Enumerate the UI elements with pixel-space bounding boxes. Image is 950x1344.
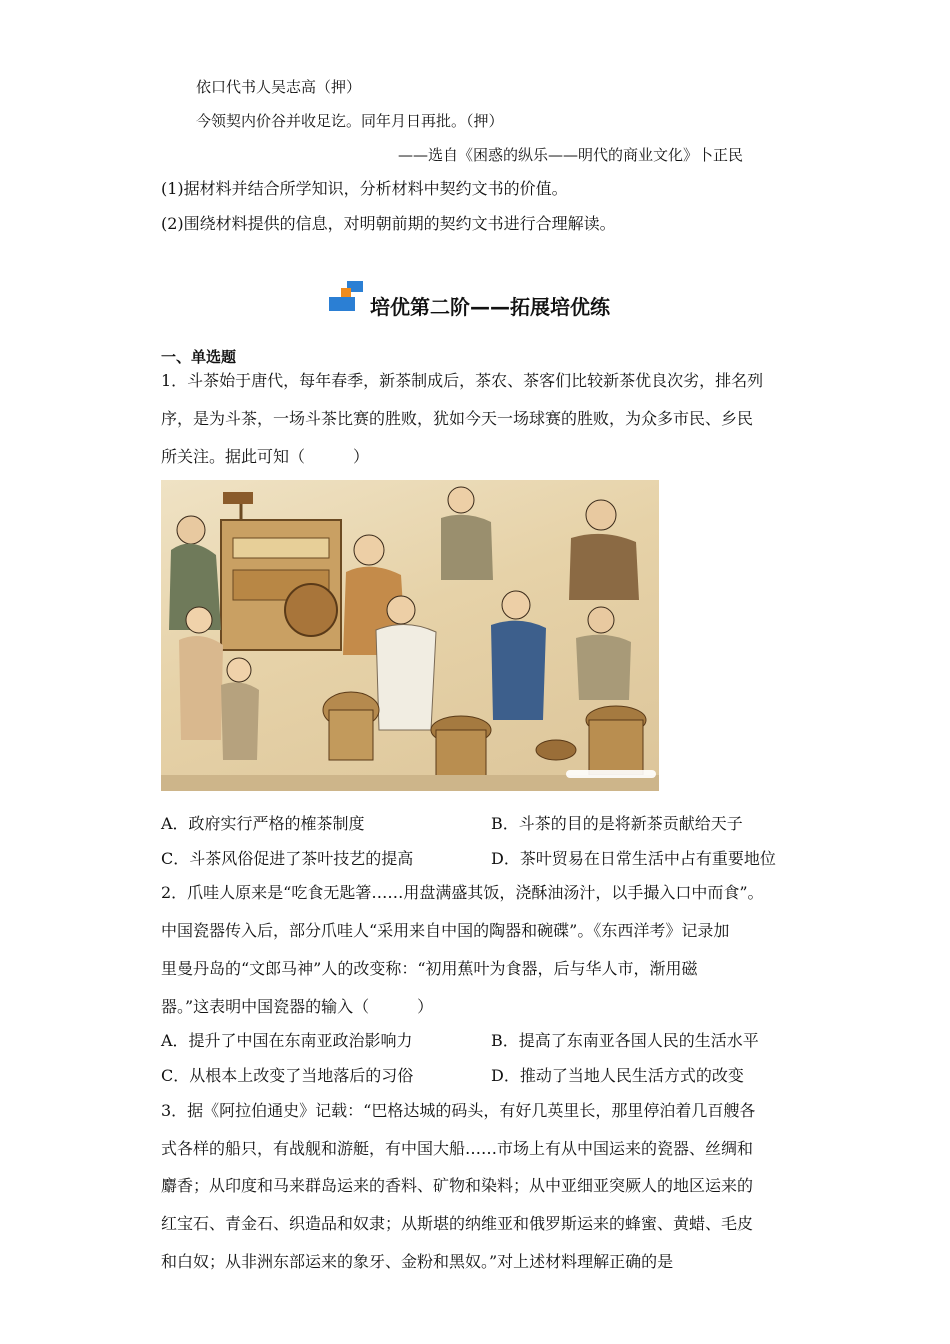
material-line-2: 今领契内价谷并收足讫。同年月日再批。（押）	[196, 112, 504, 130]
q1-line-3: 所关注。据此可知（ ）	[161, 447, 370, 466]
q3-line-5: 和白奴；从非洲东部运来的象牙、金粉和黑奴。”对上述材料理解正确的是	[161, 1252, 674, 1271]
q3-line-3: 麝香；从印度和马来群岛运来的香料、矿物和染料；从中亚细亚突厥人的地区运来的	[161, 1176, 754, 1195]
q2-line-2: 中国瓷器传入后，部分爪哇人“采用来自中国的陶器和碗碟”。《东西洋考》记录加	[161, 921, 730, 940]
q2-option-d: D．推动了当地人民生活方式的改变	[491, 1066, 744, 1085]
material-question-1: (1)据材料并结合所学知识，分析材料中契约文书的价值。	[161, 179, 568, 198]
q3-line-2: 式各样的船只，有战舰和游艇，有中国大船……市场上有从中国运来的瓷器、丝绸和	[161, 1139, 754, 1158]
q3-line-4: 红宝石、青金石、织造品和奴隶；从斯堪的纳维亚和俄罗斯运来的蜂蜜、黄蜡、毛皮	[161, 1214, 754, 1233]
q1-line-1: 1．斗茶始于唐代，每年春季，新茶制成后，茶农、茶客们比较新茶优良次劣，排名列	[161, 371, 764, 390]
q2-line-3: 里曼丹岛的“文郎马神”人的改变称：“初用蕉叶为食器，后与华人市，渐用磁	[161, 959, 698, 978]
q2-option-c: C．从根本上改变了当地落后的习俗	[161, 1066, 414, 1085]
q1-option-b: B．斗茶的目的是将新茶贡献给天子	[491, 814, 743, 833]
part-label: 一、单选题	[161, 348, 237, 366]
q3-line-1: 3．据《阿拉伯通史》记载：“巴格达城的码头，有好几英里长，那里停泊着几百艘各	[161, 1101, 756, 1120]
blocks-icon	[329, 281, 369, 313]
q1-option-d: D．茶叶贸易在日常生活中占有重要地位	[491, 849, 776, 868]
material-source: ——选自《困惑的纵乐——明代的商业文化》卜正民	[398, 146, 744, 164]
q1-option-a: A．政府实行严格的榷茶制度	[161, 814, 365, 833]
q2-line-4: 器。”这表明中国瓷器的输入（ ）	[161, 997, 434, 1016]
q2-option-a: A．提升了中国在东南亚政治影响力	[161, 1031, 413, 1050]
material-line-1: 依口代书人吴志高（押）	[196, 78, 362, 96]
material-question-2: (2)围绕材料提供的信息，对明朝前期的契约文书进行合理解读。	[161, 214, 616, 233]
q2-line-1: 2．爪哇人原来是“吃食无匙箸……用盘满盛其饭，浇酥油汤汁，以手撮入口中而食”。	[161, 883, 764, 902]
q2-option-b: B．提高了东南亚各国人民的生活水平	[491, 1031, 759, 1050]
q1-option-c: C．斗茶风俗促进了茶叶技艺的提高	[161, 849, 414, 868]
tea-competition-painting	[161, 480, 659, 791]
q1-line-2: 序，是为斗茶，一场斗茶比赛的胜败，犹如今天一场球赛的胜败，为众多市民、乡民	[161, 409, 754, 428]
section-heading: 培优第二阶——拓展培优练	[370, 295, 610, 319]
